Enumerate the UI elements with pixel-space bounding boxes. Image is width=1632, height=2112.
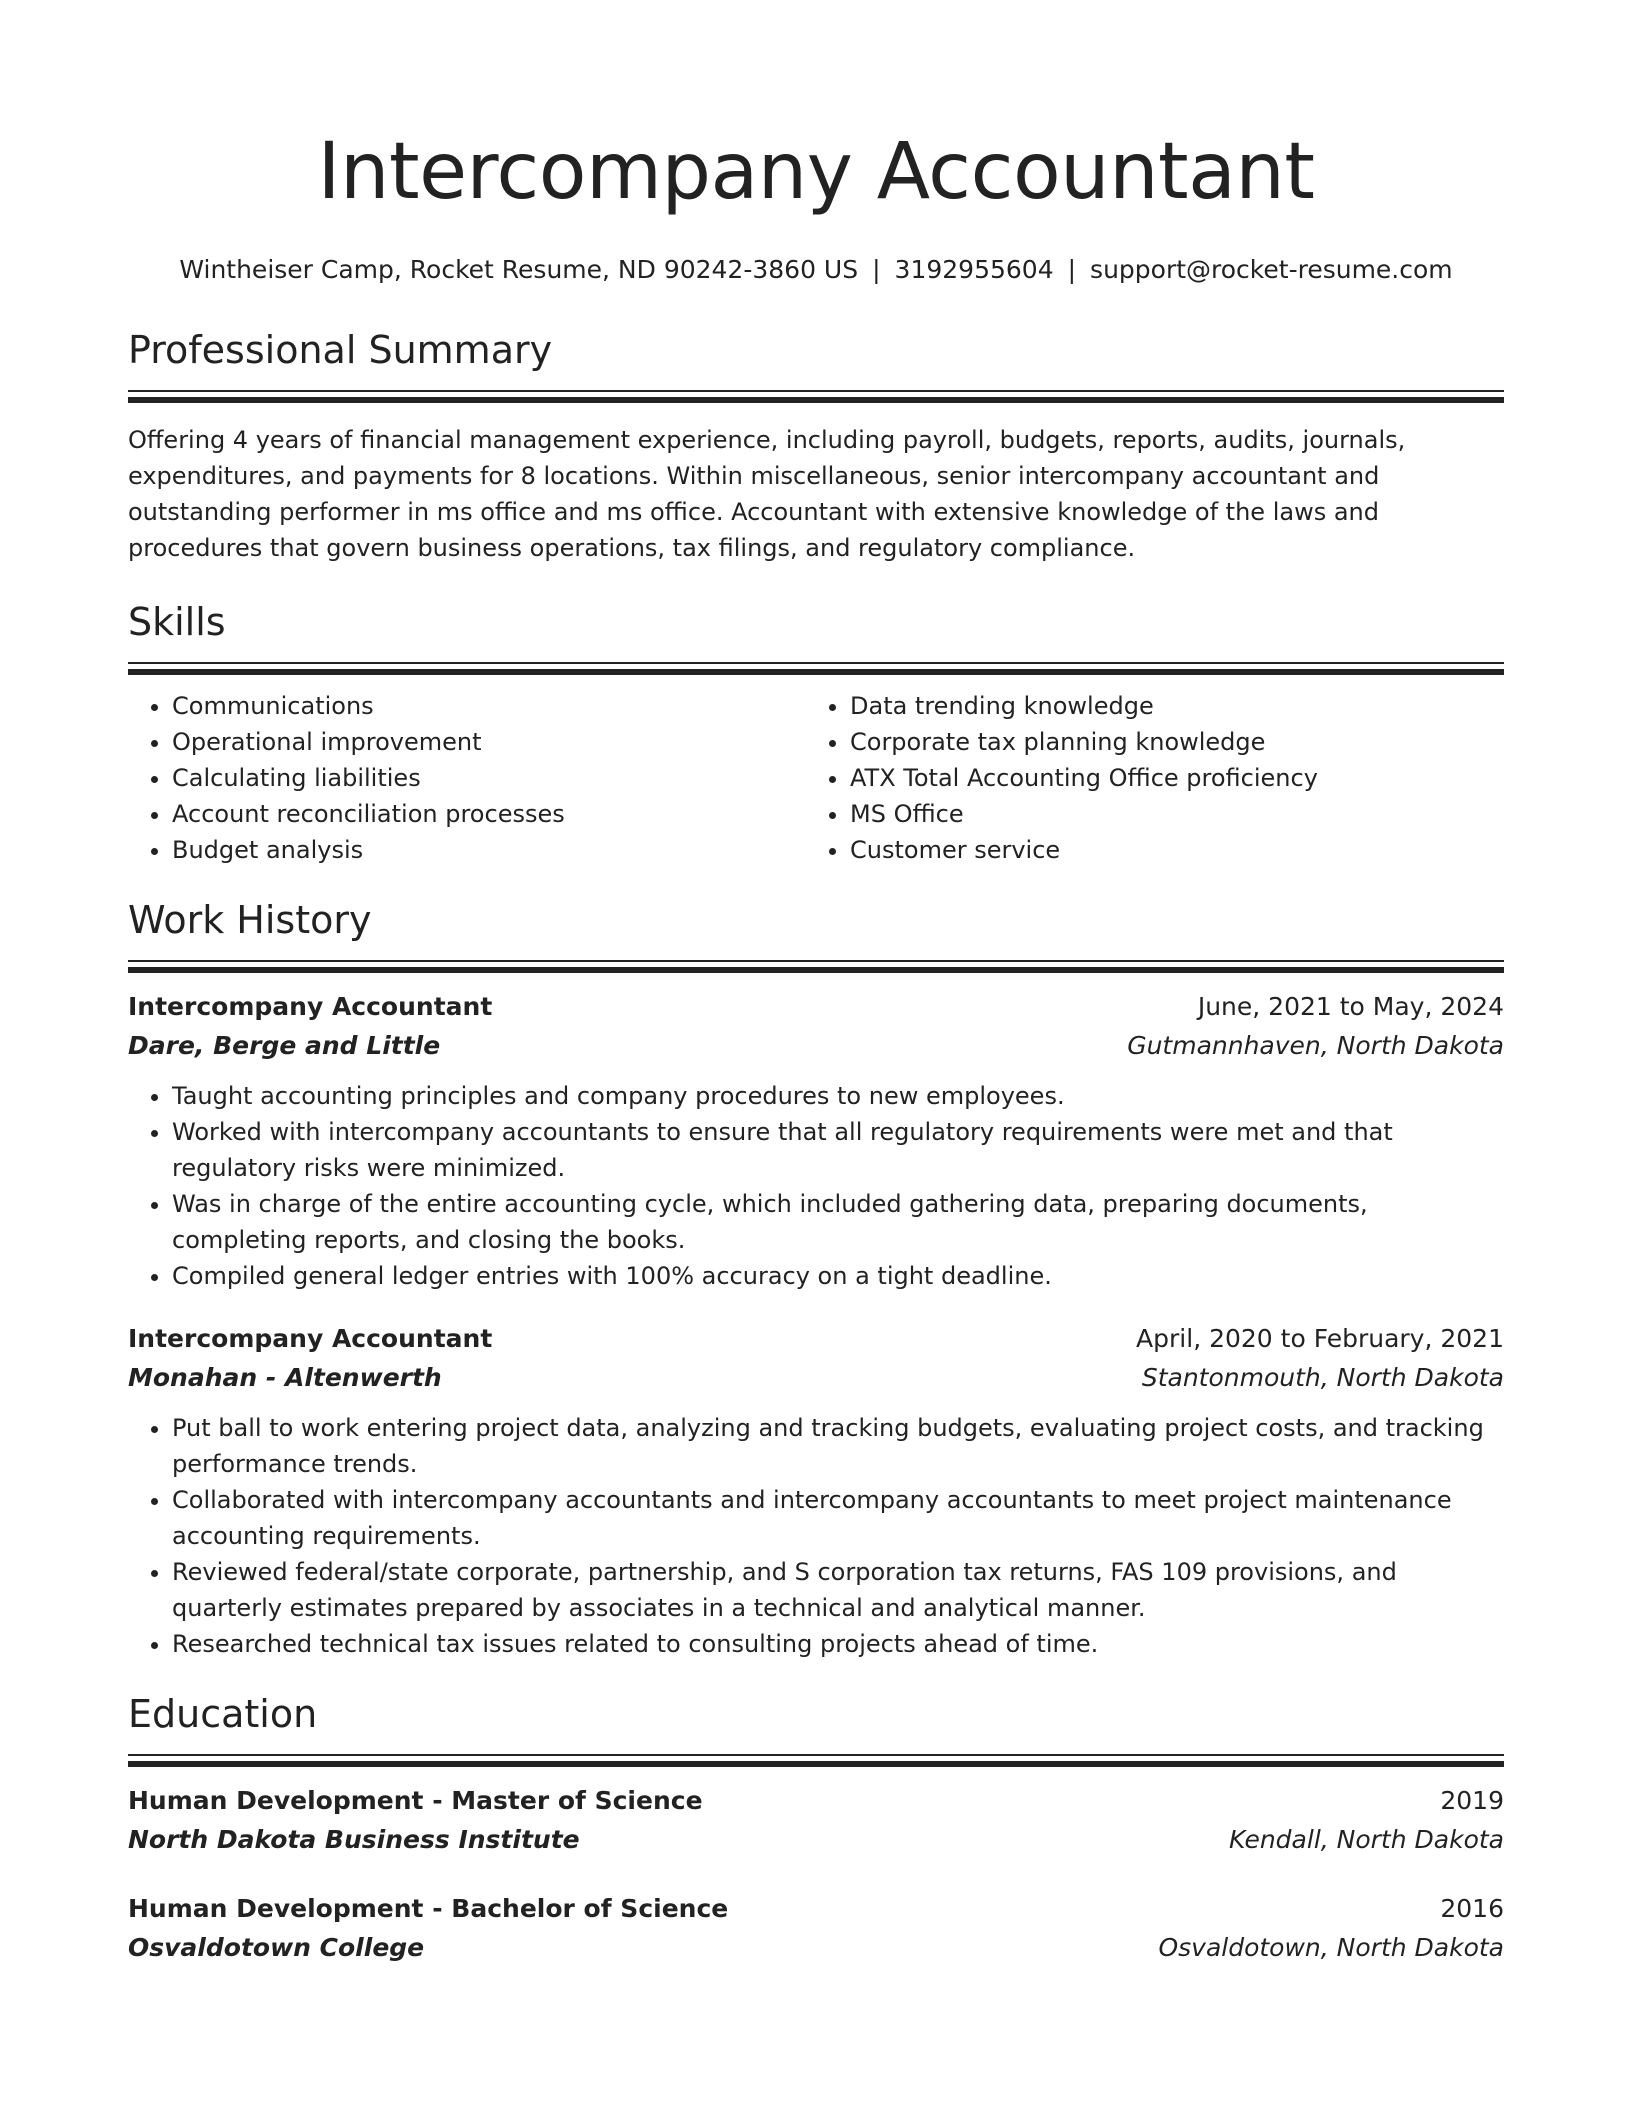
education-school: North Dakota Business Institute bbox=[128, 1825, 580, 1854]
skill-item: • MS Office bbox=[850, 796, 1484, 832]
education-location: Kendall, North Dakota bbox=[1228, 1825, 1504, 1854]
job-bullet: • Collaborated with intercompany accountants and intercompany accountants to meet project maintenance accounting requirements. bbox=[172, 1482, 1504, 1554]
section-divider bbox=[128, 1754, 1504, 1766]
skill-item: • Corporate tax planning knowledge bbox=[850, 724, 1484, 760]
skill-item: • Communications bbox=[172, 688, 806, 724]
job-entry bbox=[128, 1320, 1504, 1662]
job-title: Intercompany Accountant bbox=[128, 1324, 493, 1353]
job-location: Gutmannhaven, North Dakota bbox=[1127, 1031, 1504, 1060]
job-header bbox=[128, 988, 1504, 1026]
contact-phone: 3192955604 bbox=[894, 255, 1054, 284]
job-bullet: • Was in charge of the entire accounting cycle, which included gathering data, preparing documents, completing reports, and closing the books. bbox=[172, 1186, 1504, 1258]
skill-item: • Calculating liabilities bbox=[172, 760, 806, 796]
job-entry bbox=[128, 988, 1504, 1294]
job-subheader bbox=[128, 1026, 1504, 1066]
job-company: Dare, Berge and Little bbox=[128, 1031, 441, 1060]
job-bullet: • Taught accounting principles and company procedures to new employees. bbox=[172, 1078, 1504, 1114]
education-title: Education bbox=[128, 1692, 318, 1736]
summary-text: Offering 4 years of financial management experience, including payroll, budgets, reports, audits, journals, expenditures, and payments for 8 locations. Within miscellaneous, senior intercompany accountant and outstanding performer in ms office and ms office. Accountant with extensive knowledge of the laws and procedures that govern business operations, tax filings, and regulatory compliance. bbox=[128, 426, 1406, 562]
job-location: Stantonmouth, North Dakota bbox=[1141, 1363, 1504, 1392]
education-header bbox=[128, 1890, 1504, 1928]
education-year: 2016 bbox=[1440, 1894, 1504, 1923]
skill-item: • Operational improvement bbox=[172, 724, 806, 760]
resume-name: Intercompany Accountant bbox=[317, 127, 1315, 217]
job-bullet: • Reviewed federal/state corporate, partnership, and S corporation tax returns, FAS 109 provisions, and quarterly estimates prepared by associates in a technical and analytical manner. bbox=[172, 1554, 1504, 1626]
education-year: 2019 bbox=[1440, 1786, 1504, 1815]
summary-title: Professional Summary bbox=[128, 328, 553, 372]
work-section bbox=[128, 896, 1504, 1662]
job-subheader bbox=[128, 1358, 1504, 1398]
job-bullet: • Compiled general ledger entries with 100% accuracy on a tight deadline. bbox=[172, 1258, 1504, 1294]
skill-item: • Account reconciliation processes bbox=[172, 796, 806, 832]
job-company: Monahan - Altenwerth bbox=[128, 1363, 442, 1392]
job-title: Intercompany Accountant bbox=[128, 992, 493, 1021]
skills-left-column bbox=[128, 688, 806, 868]
work-title: Work History bbox=[128, 898, 372, 942]
contact-separator: | bbox=[1067, 255, 1077, 284]
summary-section bbox=[128, 326, 1504, 566]
skills-section bbox=[128, 598, 1504, 868]
job-bullet: • Researched technical tax issues related to consulting projects ahead of time. bbox=[172, 1626, 1504, 1662]
skill-item: • Customer service bbox=[850, 832, 1484, 868]
education-entry bbox=[128, 1890, 1504, 1968]
job-dates: April, 2020 to February, 2021 bbox=[1136, 1324, 1504, 1353]
education-section bbox=[128, 1690, 1504, 1968]
skill-item: • ATX Total Accounting Office proficiency bbox=[850, 760, 1484, 796]
job-header bbox=[128, 1320, 1504, 1358]
section-divider bbox=[128, 390, 1504, 402]
education-subheader bbox=[128, 1928, 1504, 1968]
education-header bbox=[128, 1782, 1504, 1820]
skills-title: Skills bbox=[128, 600, 226, 644]
education-subheader bbox=[128, 1820, 1504, 1860]
contact-separator: | bbox=[872, 255, 881, 284]
contact-email: support@rocket-resume.com bbox=[1090, 255, 1453, 284]
contact-line bbox=[128, 252, 1504, 288]
job-bullets bbox=[128, 1078, 1504, 1294]
skills-columns bbox=[128, 688, 1504, 868]
job-bullet: • Put ball to work entering project data, analyzing and tracking budgets, evaluating project costs, and tracking performance trends. bbox=[172, 1410, 1504, 1482]
section-divider bbox=[128, 662, 1504, 674]
skill-item: • Data trending knowledge bbox=[850, 688, 1484, 724]
job-bullets bbox=[128, 1410, 1504, 1662]
section-divider bbox=[128, 960, 1504, 972]
education-location: Osvaldotown, North Dakota bbox=[1158, 1933, 1504, 1962]
education-degree: Human Development - Bachelor of Science bbox=[128, 1894, 729, 1923]
education-school: Osvaldotown College bbox=[128, 1933, 425, 1962]
job-dates: June, 2021 to May, 2024 bbox=[1197, 992, 1504, 1021]
education-entry bbox=[128, 1782, 1504, 1860]
skill-item: • Budget analysis bbox=[172, 832, 806, 868]
education-degree: Human Development - Master of Science bbox=[128, 1786, 703, 1815]
resume-page bbox=[128, 0, 1504, 1968]
contact-address: Wintheiser Camp, Rocket Resume, ND 90242-3860 US bbox=[179, 255, 859, 284]
skills-right-column bbox=[806, 688, 1484, 868]
job-bullet: • Worked with intercompany accountants to ensure that all regulatory requirements were met and that regulatory risks were minimized. bbox=[172, 1114, 1504, 1186]
